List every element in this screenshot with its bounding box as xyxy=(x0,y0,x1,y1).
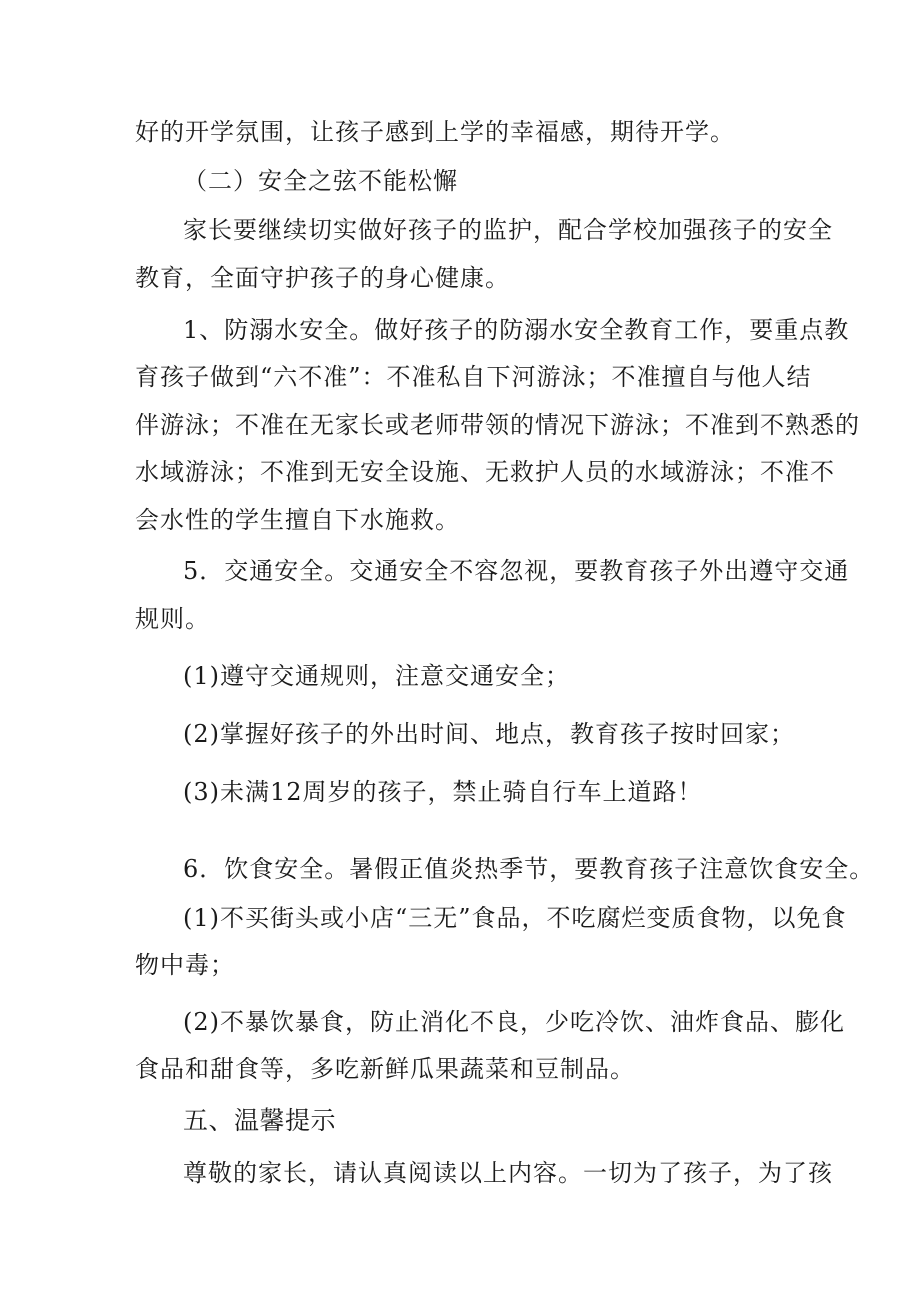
text-line: 1、防溺水安全。做好孩子的防溺水安全教育工作，要重点教 xyxy=(183,316,850,344)
text-line: 伴游泳；不准在无家长或老师带领的情况下游泳；不准到不熟悉的 xyxy=(135,411,860,439)
text-line: 育孩子做到“六不准”：不准私自下河游泳；不准擅自与他人结 xyxy=(135,363,812,391)
text-line: 水域游泳；不准到无安全设施、无救护人员的水域游泳；不准不 xyxy=(135,458,835,486)
text-line: 规则。 xyxy=(135,605,210,633)
list-item: (1)不买街头或小店“三无”食品，不吃腐烂变质食物，以免食 xyxy=(183,904,847,932)
list-item: (2)不暴饮暴食，防止消化不良，少吃冷饮、油炸食品、膨化 xyxy=(183,1008,845,1036)
text-line: 好的开学氛围，让孩子感到上学的幸福感，期待开学。 xyxy=(135,118,735,146)
text-line: 5．交通安全。交通安全不容忽视，要教育孩子外出遵守交通 xyxy=(183,557,850,585)
text-line: 食品和甜食等，多吃新鲜瓜果蔬菜和豆制品。 xyxy=(135,1055,635,1083)
list-item: (2)掌握好孩子的外出时间、地点，教育孩子按时回家； xyxy=(183,720,795,748)
text-line: 物中毒； xyxy=(135,951,235,979)
text-line: 6．饮食安全。暑假正值炎热季节，要教育孩子注意饮食安全。 xyxy=(183,855,875,883)
section-subheading: （二）安全之弦不能松懈 xyxy=(183,167,458,195)
text-line: 尊敬的家长，请认真阅读以上内容。一切为了孩子，为了孩 xyxy=(183,1159,833,1187)
text-line: 家长要继续切实做好孩子的监护，配合学校加强孩子的安全 xyxy=(183,216,833,244)
list-item: (3)未满12周岁的孩子，禁止骑自行车上道路！ xyxy=(183,778,703,806)
section-heading: 五、温馨提示 xyxy=(183,1106,337,1135)
text-line: 教育，全面守护孩子的身心健康。 xyxy=(135,264,510,292)
list-item: (1)遵守交通规则，注意交通安全； xyxy=(183,662,570,690)
text-line: 会水性的学生擅自下水施救。 xyxy=(135,506,460,534)
